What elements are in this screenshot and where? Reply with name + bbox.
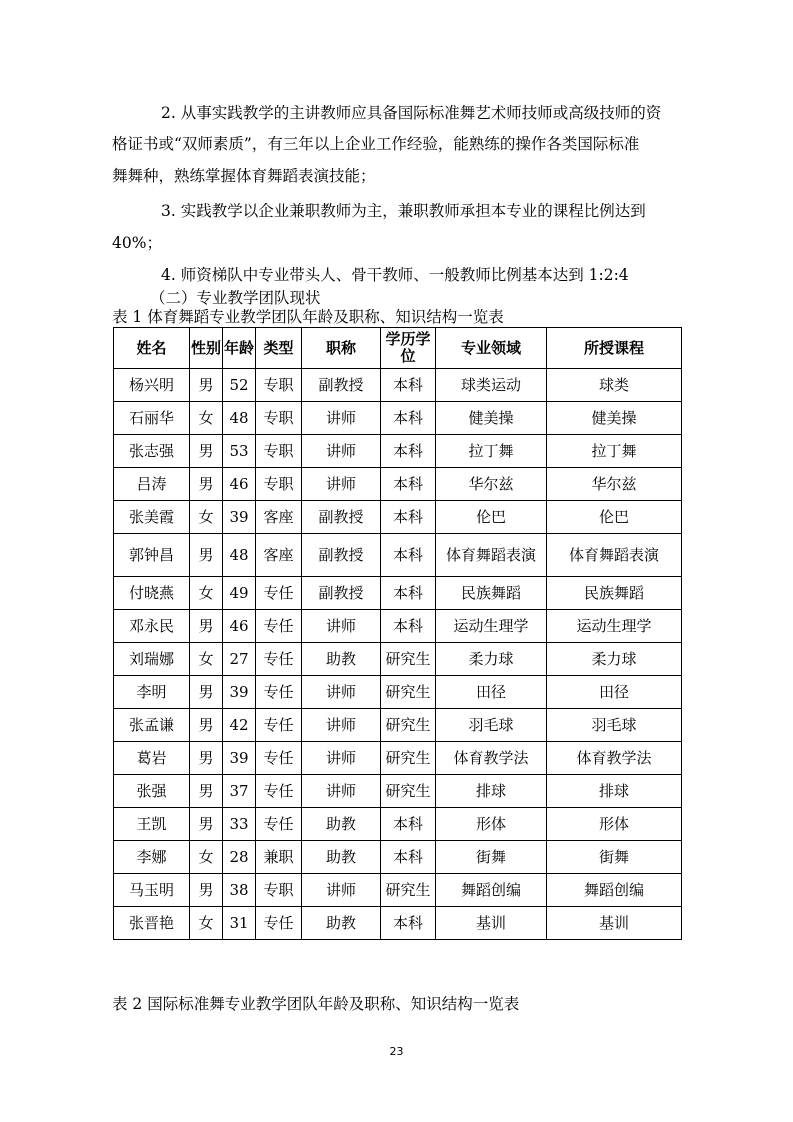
cell-field: 排球 <box>436 775 547 808</box>
cell-courses: 拉丁舞 <box>547 435 682 468</box>
cell-name: 李明 <box>114 676 190 709</box>
cell-courses: 基训 <box>547 907 682 940</box>
table-2-caption: 表 2 国际标准舞专业教学团队年龄及职称、知识结构一览表 <box>112 995 520 1013</box>
cell-degree: 本科 <box>381 907 436 940</box>
cell-degree: 本科 <box>381 841 436 874</box>
cell-field: 街舞 <box>436 841 547 874</box>
cell-gender: 男 <box>190 369 223 402</box>
cell-gender: 女 <box>190 841 223 874</box>
cell-degree: 研究生 <box>381 709 436 742</box>
cell-courses: 民族舞蹈 <box>547 577 682 610</box>
header-courses: 所授课程 <box>547 328 682 369</box>
cell-title: 副教授 <box>302 577 381 610</box>
cell-type: 专任 <box>256 676 302 709</box>
table-row <box>114 775 682 808</box>
cell-type: 客座 <box>256 501 302 534</box>
cell-gender: 女 <box>190 907 223 940</box>
cell-degree: 本科 <box>381 402 436 435</box>
cell-courses: 体育舞蹈表演 <box>547 534 682 577</box>
cell-degree: 本科 <box>381 369 436 402</box>
cell-age: 38 <box>223 874 256 907</box>
staff-table <box>113 327 682 940</box>
cell-field: 健美操 <box>436 402 547 435</box>
cell-gender: 女 <box>190 501 223 534</box>
header-gender: 性别 <box>190 328 223 369</box>
cell-type: 客座 <box>256 534 302 577</box>
cell-type: 专任 <box>256 577 302 610</box>
header-name: 姓名 <box>114 328 190 369</box>
cell-name: 葛岩 <box>114 742 190 775</box>
cell-age: 31 <box>223 907 256 940</box>
cell-type: 专职 <box>256 402 302 435</box>
page-number: 23 <box>389 1045 404 1058</box>
cell-age: 39 <box>223 501 256 534</box>
cell-title: 讲师 <box>302 742 381 775</box>
cell-age: 28 <box>223 841 256 874</box>
cell-name: 张美霞 <box>114 501 190 534</box>
cell-type: 兼职 <box>256 841 302 874</box>
table-row <box>114 369 682 402</box>
cell-title: 讲师 <box>302 874 381 907</box>
cell-name: 张孟谦 <box>114 709 190 742</box>
cell-field: 拉丁舞 <box>436 435 547 468</box>
cell-gender: 男 <box>190 534 223 577</box>
cell-age: 48 <box>223 402 256 435</box>
table-row <box>114 676 682 709</box>
cell-age: 39 <box>223 742 256 775</box>
cell-name: 杨兴明 <box>114 369 190 402</box>
table-1-caption: 表 1 体育舞蹈专业教学团队年龄及职称、知识结构一览表 <box>112 308 504 326</box>
cell-name: 张强 <box>114 775 190 808</box>
cell-title: 助教 <box>302 841 381 874</box>
cell-type: 专任 <box>256 643 302 676</box>
cell-courses: 健美操 <box>547 402 682 435</box>
cell-name: 张志强 <box>114 435 190 468</box>
cell-title: 讲师 <box>302 676 381 709</box>
cell-name: 王凯 <box>114 808 190 841</box>
cell-courses: 排球 <box>547 775 682 808</box>
cell-name: 张晋艳 <box>114 907 190 940</box>
table-row <box>114 468 682 501</box>
header-age: 年龄 <box>223 328 256 369</box>
para-2-line-3: 舞舞种，熟练掌握体育舞蹈表演技能； <box>112 167 376 185</box>
cell-degree: 研究生 <box>381 874 436 907</box>
header-degree: 学历学位 <box>381 328 436 369</box>
cell-age: 46 <box>223 610 256 643</box>
cell-courses: 形体 <box>547 808 682 841</box>
cell-degree: 研究生 <box>381 742 436 775</box>
cell-type: 专任 <box>256 610 302 643</box>
cell-name: 石丽华 <box>114 402 190 435</box>
cell-age: 48 <box>223 534 256 577</box>
cell-gender: 男 <box>190 676 223 709</box>
cell-age: 39 <box>223 676 256 709</box>
cell-title: 讲师 <box>302 435 381 468</box>
cell-gender: 男 <box>190 610 223 643</box>
cell-gender: 男 <box>190 808 223 841</box>
cell-courses: 华尔兹 <box>547 468 682 501</box>
cell-gender: 男 <box>190 435 223 468</box>
cell-age: 46 <box>223 468 256 501</box>
cell-courses: 体育教学法 <box>547 742 682 775</box>
cell-type: 专任 <box>256 775 302 808</box>
header-title: 职称 <box>302 328 381 369</box>
cell-title: 助教 <box>302 808 381 841</box>
cell-type: 专任 <box>256 742 302 775</box>
cell-degree: 本科 <box>381 468 436 501</box>
cell-title: 副教授 <box>302 501 381 534</box>
cell-name: 马玉明 <box>114 874 190 907</box>
cell-field: 羽毛球 <box>436 709 547 742</box>
cell-gender: 男 <box>190 775 223 808</box>
para-3-line-1: 3. 实践教学以企业兼职教师为主，兼职教师承担本专业的课程比例达到 <box>161 202 646 220</box>
cell-type: 专职 <box>256 369 302 402</box>
cell-field: 伦巴 <box>436 501 547 534</box>
cell-age: 27 <box>223 643 256 676</box>
cell-title: 讲师 <box>302 775 381 808</box>
cell-field: 体育教学法 <box>436 742 547 775</box>
cell-degree: 本科 <box>381 501 436 534</box>
section-heading: （二）专业教学团队现状 <box>150 289 321 307</box>
cell-title: 副教授 <box>302 534 381 577</box>
table-header-row <box>114 328 682 369</box>
cell-field: 体育舞蹈表演 <box>436 534 547 577</box>
cell-title: 讲师 <box>302 709 381 742</box>
table-row <box>114 435 682 468</box>
table-row <box>114 577 682 610</box>
cell-type: 专职 <box>256 874 302 907</box>
cell-field: 舞蹈创编 <box>436 874 547 907</box>
para-2-line-2: 格证书或“双师素质”，有三年以上企业工作经验，能熟练的操作各类国际标准 <box>112 135 640 153</box>
cell-age: 53 <box>223 435 256 468</box>
cell-type: 专任 <box>256 709 302 742</box>
cell-field: 民族舞蹈 <box>436 577 547 610</box>
cell-degree: 本科 <box>381 610 436 643</box>
cell-degree: 研究生 <box>381 775 436 808</box>
cell-field: 华尔兹 <box>436 468 547 501</box>
cell-age: 42 <box>223 709 256 742</box>
cell-gender: 男 <box>190 874 223 907</box>
cell-name: 郭钟昌 <box>114 534 190 577</box>
cell-age: 33 <box>223 808 256 841</box>
cell-age: 49 <box>223 577 256 610</box>
cell-courses: 运动生理学 <box>547 610 682 643</box>
cell-name: 邓永民 <box>114 610 190 643</box>
cell-type: 专职 <box>256 468 302 501</box>
header-field: 专业领域 <box>436 328 547 369</box>
cell-title: 讲师 <box>302 468 381 501</box>
cell-field: 形体 <box>436 808 547 841</box>
cell-degree: 本科 <box>381 534 436 577</box>
table-row <box>114 610 682 643</box>
cell-gender: 男 <box>190 742 223 775</box>
para-3-line-2: 40%； <box>112 234 162 252</box>
cell-gender: 男 <box>190 468 223 501</box>
cell-gender: 男 <box>190 709 223 742</box>
cell-courses: 伦巴 <box>547 501 682 534</box>
cell-title: 副教授 <box>302 369 381 402</box>
cell-degree: 研究生 <box>381 676 436 709</box>
cell-title: 讲师 <box>302 402 381 435</box>
cell-degree: 研究生 <box>381 643 436 676</box>
cell-degree: 本科 <box>381 435 436 468</box>
cell-age: 52 <box>223 369 256 402</box>
cell-field: 田径 <box>436 676 547 709</box>
cell-field: 柔力球 <box>436 643 547 676</box>
para-2-line-1: 2. 从事实践教学的主讲教师应具备国际标准舞艺术师技师或高级技师的资 <box>161 104 662 122</box>
cell-courses: 羽毛球 <box>547 709 682 742</box>
cell-field: 基训 <box>436 907 547 940</box>
cell-gender: 女 <box>190 577 223 610</box>
para-4-line-1: 4. 师资梯队中专业带头人、骨干教师、一般教师比例基本达到 1:2:4 <box>161 266 629 284</box>
cell-name: 付晓燕 <box>114 577 190 610</box>
cell-courses: 球类 <box>547 369 682 402</box>
table-row <box>114 808 682 841</box>
cell-name: 刘瑞娜 <box>114 643 190 676</box>
cell-degree: 本科 <box>381 808 436 841</box>
cell-gender: 女 <box>190 402 223 435</box>
table-row <box>114 907 682 940</box>
cell-courses: 田径 <box>547 676 682 709</box>
cell-title: 讲师 <box>302 610 381 643</box>
cell-age: 37 <box>223 775 256 808</box>
cell-courses: 柔力球 <box>547 643 682 676</box>
cell-type: 专职 <box>256 435 302 468</box>
table-row <box>114 841 682 874</box>
table-row <box>114 874 682 907</box>
table-row <box>114 534 682 577</box>
cell-gender: 女 <box>190 643 223 676</box>
table-row <box>114 643 682 676</box>
cell-courses: 街舞 <box>547 841 682 874</box>
header-type: 类型 <box>256 328 302 369</box>
cell-field: 运动生理学 <box>436 610 547 643</box>
cell-courses: 舞蹈创编 <box>547 874 682 907</box>
cell-name: 李娜 <box>114 841 190 874</box>
cell-title: 助教 <box>302 643 381 676</box>
table-row <box>114 709 682 742</box>
cell-type: 专任 <box>256 907 302 940</box>
table-row <box>114 402 682 435</box>
table-row <box>114 501 682 534</box>
cell-name: 吕涛 <box>114 468 190 501</box>
table-row <box>114 742 682 775</box>
cell-title: 助教 <box>302 907 381 940</box>
cell-type: 专任 <box>256 808 302 841</box>
cell-field: 球类运动 <box>436 369 547 402</box>
cell-degree: 本科 <box>381 577 436 610</box>
